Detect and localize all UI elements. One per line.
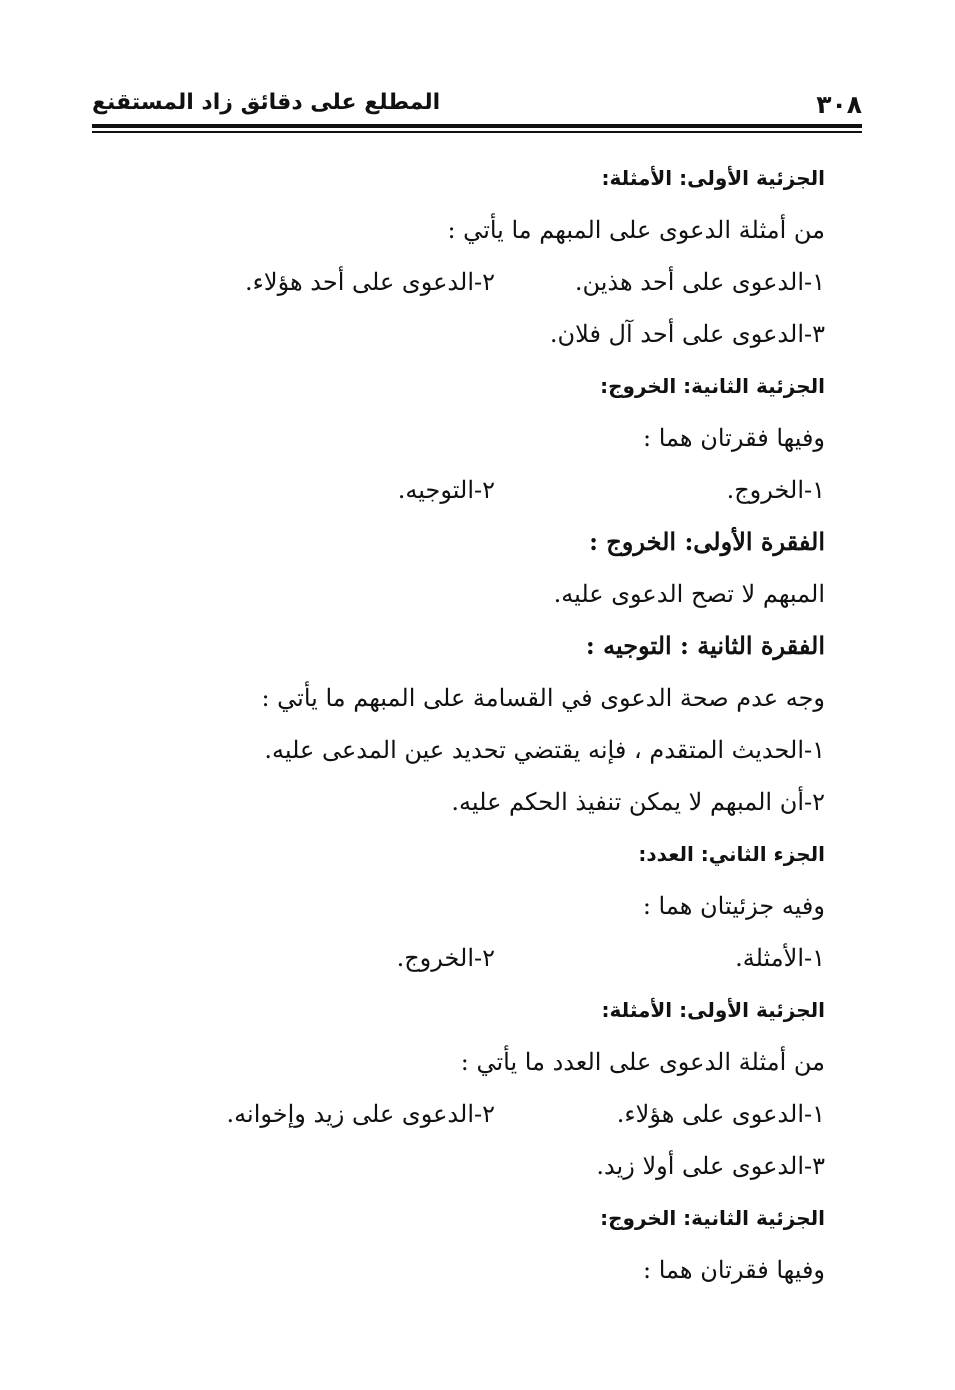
subsection-heading: الفقرة الثانية : التوجيه : <box>585 631 825 660</box>
enumerated-pair <box>135 932 825 984</box>
body-text-line: وفيه جزئيتان هما : <box>642 892 825 920</box>
section-heading: الجزئية الأولى: الأمثلة: <box>601 998 825 1022</box>
body-text-line: وفيها فقرتان هما : <box>643 424 825 452</box>
body-text-line: من أمثلة الدعوى على المبهم ما يأتي : <box>447 216 825 244</box>
body-text-line: ٣-الدعوى على أحد آل فلان. <box>549 320 825 348</box>
section-heading: الجزئية الثانية: الخروج: <box>600 1206 825 1230</box>
list-item: ٢-التوجيه. <box>397 476 495 504</box>
enumerated-pair <box>135 464 825 516</box>
enumerated-pair <box>135 256 825 308</box>
body-text-line: ١-الحديث المتقدم ، فإنه يقتضي تحديد عين المدعى عليه. <box>264 736 825 764</box>
list-item: ٢-الدعوى على زيد وإخوانه. <box>226 1100 495 1128</box>
body-text-line: وجه عدم صحة الدعوى في القسامة على المبهم ما يأتي : <box>261 684 825 712</box>
enumerated-pair <box>135 1088 825 1140</box>
list-item: ١-الخروج. <box>726 476 825 504</box>
page-header <box>92 84 862 124</box>
list-item: ٢-الدعوى على أحد هؤلاء. <box>245 268 495 296</box>
section-heading: الجزء الثاني: العدد: <box>638 842 825 866</box>
page-number: ٣٠٨ <box>816 90 862 119</box>
body-text-line: من أمثلة الدعوى على العدد ما يأتي : <box>460 1048 825 1076</box>
header-rule-thick <box>92 124 862 128</box>
subsection-heading: الفقرة الأولى: الخروج : <box>589 527 825 556</box>
list-item: ١-الدعوى على هؤلاء. <box>616 1100 825 1128</box>
list-item: ١-الأمثلة. <box>735 944 825 972</box>
list-item: ٢-الخروج. <box>396 944 495 972</box>
header-rule-thin <box>92 131 862 133</box>
running-title: المطلع على دقائق زاد المستقنع <box>92 90 441 115</box>
list-item: ١-الدعوى على أحد هذين. <box>574 268 825 296</box>
section-heading: الجزئية الثانية: الخروج: <box>600 374 825 398</box>
body-text-line: ٣-الدعوى على أولا زيد. <box>596 1152 825 1180</box>
page-body <box>135 152 825 1296</box>
body-text-line: المبهم لا تصح الدعوى عليه. <box>553 580 825 608</box>
section-heading: الجزئية الأولى: الأمثلة: <box>601 166 825 190</box>
body-text-line: ٢-أن المبهم لا يمكن تنفيذ الحكم عليه. <box>451 788 825 816</box>
body-text-line: وفيها فقرتان هما : <box>643 1256 825 1284</box>
